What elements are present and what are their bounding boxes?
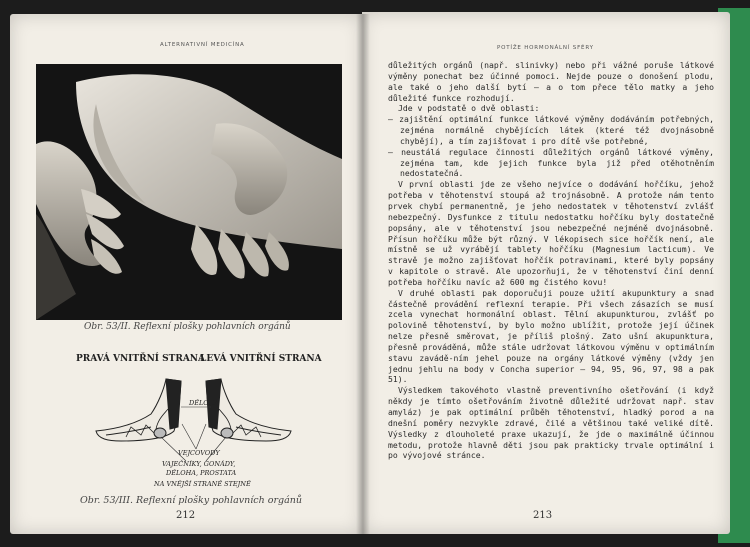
running-head-left: ALTERNATIVNÍ MEDICÍNA bbox=[160, 42, 245, 48]
paragraph: důležitých orgánů (např. slinivky) nebo při vážné poruše látkové výměny ponechat bez účinné pomoci. Nejde pouze o donošení plodu, ale také o jeho další bytí — a o tom přece tělo matky a jeho důležité funkce rozhodují. bbox=[388, 60, 714, 103]
label-deloha-prostata: DĚLOHA, PROSTATA bbox=[166, 469, 237, 477]
page-number-left: 212 bbox=[176, 510, 196, 521]
label-outer-side: NA VNĚJŠÍ STRANĚ STEJNĚ bbox=[154, 480, 251, 488]
book-gutter bbox=[356, 14, 370, 534]
photo-caption: Obr. 53/II. Reflexní plošky pohlavních orgánů bbox=[84, 322, 291, 332]
foot-reflex-diagram bbox=[86, 369, 306, 489]
heading-right-inner-side: PRAVÁ VNITŘNÍ STRANA bbox=[76, 354, 206, 364]
label-vejcovody: VEJCOVODY bbox=[178, 449, 220, 457]
list-item: — zajištění optimální funkce látkové výměny dodáváním potřebných, zejména normálně chybějících látek (které též dvojnásobně chybějí), a tím zajišťovat i pro dítě vše potřebné, bbox=[388, 114, 714, 146]
heading-left-inner-side: LEVÁ VNITŘNÍ STRANA bbox=[200, 354, 322, 364]
running-head-right: POTÍŽE HORMONÁLNÍ SFÉRY bbox=[497, 45, 594, 51]
label-deloha: DĚLOHA bbox=[189, 399, 219, 407]
reflexology-photo bbox=[36, 64, 342, 320]
body-text bbox=[388, 60, 714, 461]
paragraph: V první oblasti jde ze všeho nejvíce o dodávání hořčíku, jehož potřeba v těhotenství stoupá až trojnásobně. A protože nám tento prvek chybí permanentně, je jeho nedostatek v těhotenství zvlášť nebezpečný. Dysfunkce z titulu nedostatku hořčíku byly dostatečně popsány, ale v těhotenství jsou nebezpečné nejméně dvojnásobně. Přísun hořčíku může být různý. V lékopisech sice hořčík není, ale místně se už vyrábějí tablety hořčíku (Magnesium lacticum). Ve stravě je možno zajišťovat hořčík potravinami, které byly popsány v kapitole o stravě. Ale upozorňuji, že v těhotenství činí denní potřeba hořčíku navíc až 600 mg čistého kovu! bbox=[388, 179, 714, 287]
paragraph: Jde v podstatě o dvě oblasti: bbox=[398, 103, 540, 114]
diagram-caption: Obr. 53/III. Reflexní plošky pohlavních orgánů bbox=[80, 495, 302, 506]
page-number-right: 213 bbox=[533, 510, 553, 521]
list-item: — neustálá regulace činnosti důležitých orgánů látkové výměny, zejména tam, kde jejich funkce byla již před otěhotněním nedostatečná. bbox=[388, 146, 714, 179]
paragraph: V druhé oblasti pak doporučuji pouze užití akupunktury a snad částečně provádění reflexní terapie. Při všech zásazích se musí zcela vynechat hormonální oblast. Tělní akupunkturou, zvlášť po polovině těhotenství, by bylo možno ublížit, protože její účinek nelze přesně směrovat, je příliš plošný. Zato ušní akupunktura, přesně prováděná, může stále udržovat látkovou výměnu v optimálním stavu zavádě-ním jehel pouze na orgány látkové výměny (vždy jen jednu jehlu na body v Concha superior — 94, 95, 96, 97, 98 a pak 51). bbox=[388, 287, 714, 385]
paragraph: Výsledkem takovéhoto vlastně preventivního ošetřování (i když někdy je tímto ošetřováním životně důležité udržovat např. stav amyláz) je pak optimální průběh těhotenství, hladký porod a na dnešní poměry nezvykle zdravé, čilé a většinou také veliké dítě. Výsledky z dlouholeté praxe ukazují, že jde o maximálně účinnou metodu, protože hlavně děti jsou pak prakticky trvale optimální i po vývojové stránce. bbox=[388, 385, 714, 461]
right-page bbox=[362, 12, 730, 534]
label-vajecniky: VAJEČNÍKY, GONÁDY, bbox=[162, 460, 236, 468]
left-page bbox=[10, 14, 362, 534]
